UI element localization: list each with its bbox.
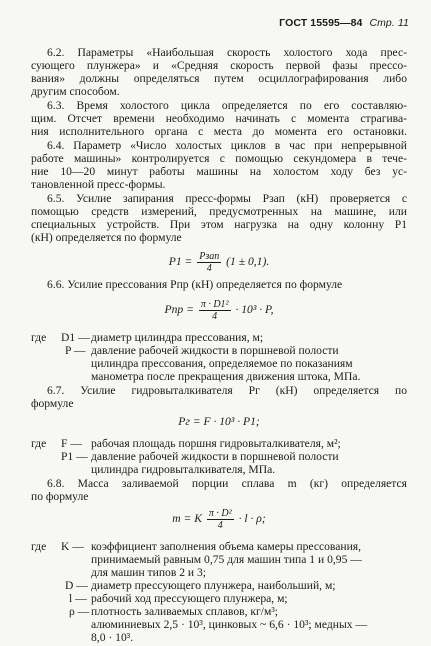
- definition-symbol: D —: [65, 579, 88, 592]
- definition-symbol: l —: [69, 592, 87, 605]
- definition-text: рабочая площадь поршня гидровыталкивателя, м²;: [91, 437, 341, 450]
- text-line: тановленной пресс-формы.: [31, 178, 166, 191]
- text-line: 6.5. Усилие запирания пресс-формы Pзап (кН) проверяется с: [47, 192, 407, 205]
- definition-text: плотность заливаемых сплавов, кг/м³;: [91, 605, 279, 618]
- text-line: специальных устройств. При этом нагрузка на одну колонну P1: [31, 218, 407, 231]
- definition-text: рабочий ход прессующего плунжера, м;: [91, 592, 288, 605]
- text-line: ние 10—20 минут работы машины на холостом ходу без ус-: [31, 165, 407, 178]
- definition-symbol: ρ —: [69, 605, 90, 618]
- text-line: работе машины» контролируется с помощью секундомера в тече-: [31, 152, 407, 165]
- standard-code: ГОСТ 15595—84: [279, 17, 363, 29]
- text-line: 6.8. Масса заливаемой порции сплава m (кг) определяется: [47, 477, 407, 490]
- formula-alloy-mass: m = K $\frac{\text{π · D²}}{4}$ · l · ρ;: [172, 508, 266, 531]
- page-number: Стр. 11: [369, 17, 409, 29]
- text-line: 6.7. Усилие гидровыталкивателя Pг (кН) определяется по: [47, 384, 407, 397]
- where-label: где: [31, 331, 47, 344]
- text-line: 6.4. Параметр «Число холостых циклов в час при непрерывной: [47, 139, 407, 152]
- text-line: сующего плунжера» и «Средняя скорость первой фазы прессо-: [31, 59, 407, 72]
- formula-ejector-force: Pг = F · 10³ · P1;: [178, 415, 260, 428]
- definition-symbol: D1 —: [61, 331, 90, 344]
- where-label: где: [31, 437, 47, 450]
- text-line: формуле: [31, 397, 74, 410]
- formula-clamping-force: P1 = $\frac{\text{Pзап}}{4}$ (1 ± 0,1).: [168, 251, 270, 274]
- text-line: помощью средств измерений, предусмотренных на машине, или: [31, 205, 407, 218]
- text-line: 6.2. Параметры «Наибольшая скорость холостого хода прес-: [47, 46, 407, 59]
- where-label: где: [31, 540, 47, 553]
- definition-text: алюминиевых 2,5 · 10³, цинковых ~ 6,6 · 10³; медных —: [91, 618, 368, 631]
- formula-pressing-force: Pпр = $\frac{\text{π · D1²}}{4}$ · 10³ · P,: [164, 299, 274, 322]
- definition-symbol: K —: [61, 540, 84, 553]
- definition-symbol: P —: [65, 344, 86, 357]
- definition-text: цилиндра гидровыталкивателя, МПа.: [91, 463, 276, 476]
- text-line: вания» должны определяться путем осциллографирования либо: [31, 72, 407, 85]
- text-line: ния исполнительного органа с места до момента его остановки.: [31, 125, 407, 138]
- definition-text: цилиндра прессования, определяемое по показаниям: [91, 357, 353, 370]
- text-line: 6.6. Усилие прессования Pпр (кН) определяется по формуле: [47, 278, 343, 291]
- page-header: [279, 17, 409, 29]
- definition-text: давление рабочей жидкости в поршневой полости: [91, 450, 339, 463]
- text-line: 6.3. Время холостого цикла определяется по его составляю-: [47, 99, 407, 112]
- definition-text: для машин типов 2 и 3;: [91, 566, 207, 579]
- definition-text: диаметр прессующего плунжера, наибольший, м;: [91, 579, 336, 592]
- definition-text: 8,0 · 10³.: [91, 631, 134, 644]
- definition-symbol: F —: [61, 437, 82, 450]
- definition-text: коэффициент заполнения объема камеры прессования,: [91, 540, 362, 553]
- definition-text: манометра после прекращения движения штока, МПа.: [91, 370, 361, 383]
- text-line: другим способом.: [31, 85, 120, 98]
- definition-symbol: P1 —: [61, 450, 88, 463]
- text-line: щим. Отсчет времени необходимо начинать с момента страгива-: [31, 112, 407, 125]
- definition-text: принимаемый равным 0,75 для машин типа 1 и 0,95 —: [91, 553, 362, 566]
- text-line: по формуле: [31, 490, 89, 503]
- definition-text: диаметр цилиндра прессования, м;: [91, 331, 264, 344]
- text-line: (кН) определяется по формуле: [31, 231, 182, 244]
- definition-text: давление рабочей жидкости в поршневой полости: [91, 344, 339, 357]
